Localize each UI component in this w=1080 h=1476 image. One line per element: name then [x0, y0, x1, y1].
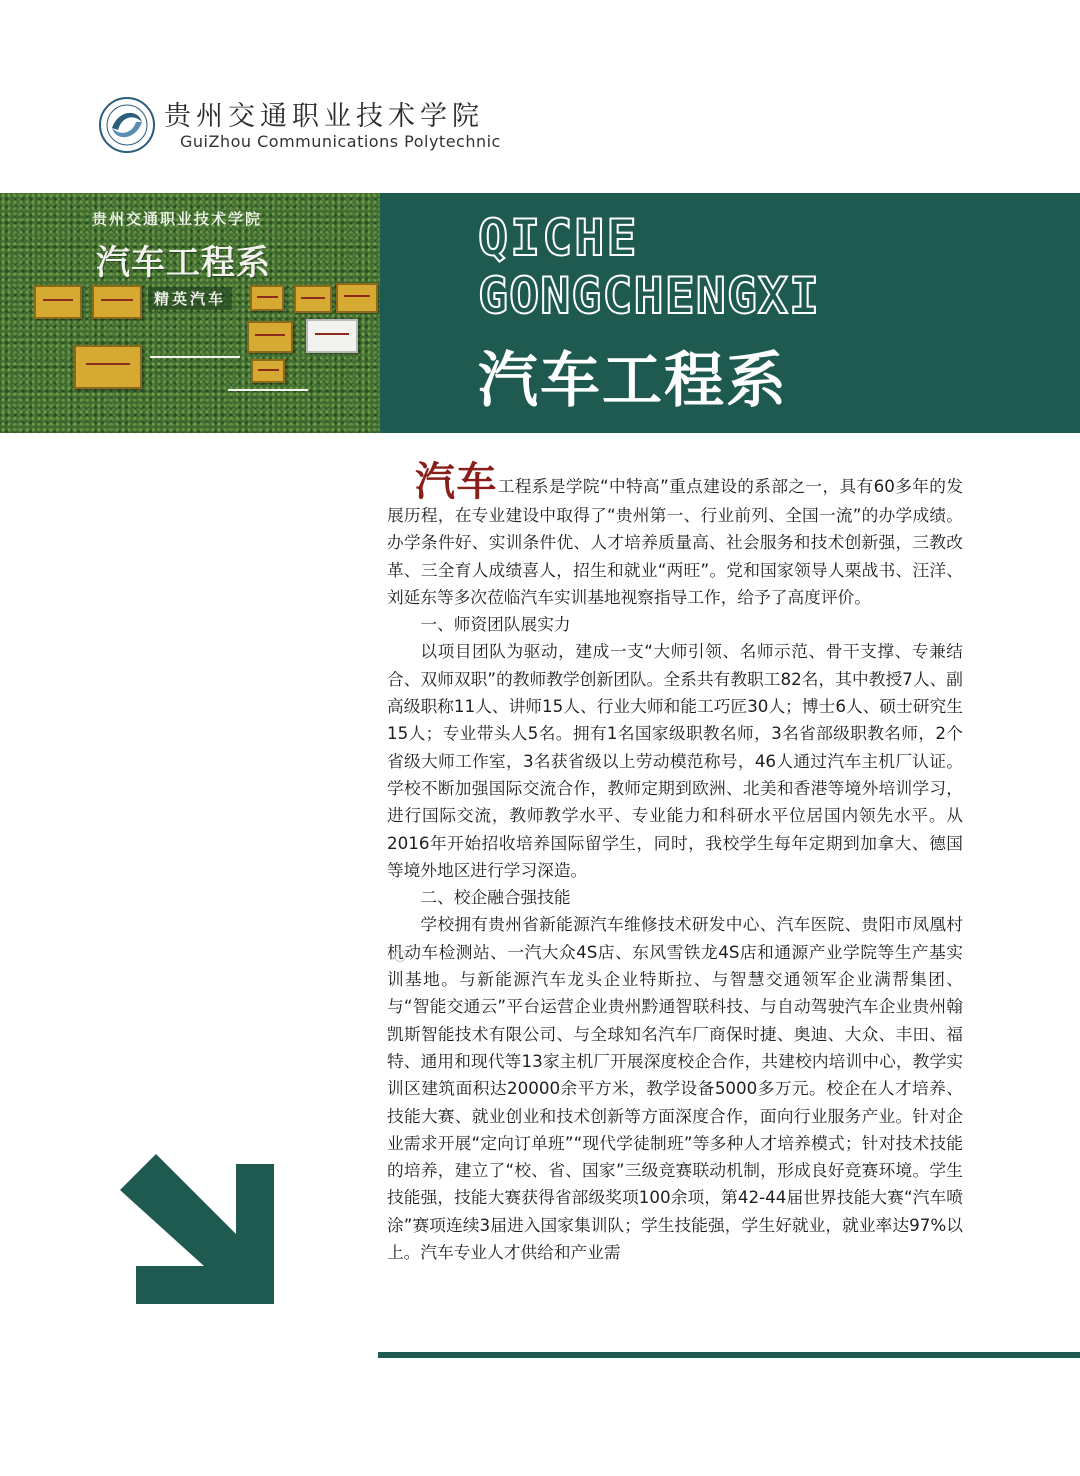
circle-marker-icon: [394, 950, 406, 962]
display-shelf: [228, 389, 308, 391]
display-shelf: [150, 356, 240, 358]
award-plaque: [92, 285, 142, 319]
banner-title-panel: [380, 193, 1080, 433]
bottom-divider: [378, 1352, 1080, 1358]
arrow-down-right-icon: [108, 1142, 276, 1306]
award-plaque: [250, 285, 284, 311]
department-photo: [0, 193, 380, 433]
photo-dept-label: 汽车工程系: [96, 243, 271, 283]
school-logo: [98, 92, 518, 162]
department-title: 汽车工程系: [478, 346, 788, 416]
award-certificate: [306, 319, 358, 353]
school-emblem-icon: [98, 96, 156, 154]
pinyin-line-1: QICHE: [478, 209, 639, 267]
photo-school-label: 贵州交通职业技术学院: [92, 210, 263, 228]
award-plaque: [294, 285, 332, 313]
award-plaque: [336, 283, 378, 313]
award-plaque: [251, 359, 285, 383]
section-paragraph-2: 学校拥有贵州省新能源汽车维修技术研发中心、汽车医院、贵阳市凤凰村机动车检测站、一汽大众4S店、东风雪铁龙4S店和通源产业学院等生产基实训基地。与新能源汽车龙头企业特斯拉、与智慧交通领军企业满帮集团、与“智能交通云”平台运营企业贵州黔通智联科技、与自动驾驶汽车企业贵州翰凯斯智能技术有限公司、与全球知名汽车厂商保时捷、奥迪、大众、丰田、福特、通用和现代等13家主机厂开展深度校企合作，共建校内培训中心，教学实训区建筑面积达20000余平方米，教学设备5000多万元。校企在人才培养、技能大赛、就业创业和技术创新等方面深度合作，面向行业服务产业。针对企业需求开展“定向订单班”“现代学徒制班”等多种人才培养模式；针对技术技能的培养，建立了“校、省、国家”三级竞赛联动机制，形成良好竞赛环境。学生技能强，技能大赛获得省部级奖项100余项，第42-44届世界技能大赛“汽车喷涂”赛项连续3届进入国家集训队；学生技能强，学生好就业，就业率达97%以上。汽车专业人才供给和产业需: [387, 914, 963, 1263]
dropcap: 汽车: [415, 459, 498, 505]
article-body: [387, 459, 964, 1266]
pinyin-line-2: GONGCHENGXI: [478, 267, 821, 325]
intro-text: 工程系是学院“中特高”重点建设的系部之一，具有60多年的发展历程，在专业建设中取得了“贵州第一、行业前列、全国一流”的办学成绩。办学条件好、实训条件优、人才培养质量高、社会服务和技术创新强，三教改革、三全育人成绩喜人，招生和就业“两旺”。党和国家领导人栗战书、汪洋、刘延东等多次莅临汽车实训基地视察指导工作，给予了高度评价。: [387, 476, 964, 607]
section-heading-1: 一、师资团队展实力: [420, 614, 571, 635]
award-plaque: [34, 285, 82, 319]
school-name-cn: 贵州交通职业技术学院: [164, 101, 484, 132]
award-plaque: [74, 345, 142, 389]
department-banner: [0, 193, 1080, 433]
award-plaque: [247, 321, 293, 353]
photo-slogan: 精英汽车: [148, 287, 232, 310]
section-paragraph-1: 以项目团队为驱动，建成一支“大师引领、名师示范、骨干支撑、专兼结合、双师双职”的教师教学创新团队。全系共有教职工82名，其中教授7人、副高级职称11人、讲师15人、行业大师和能工巧匠30人；博士6人、硕士研究生15人；专业带头人5名。拥有1名国家级职教名师，3名省部级职教名师，2个省级大师工作室，3名获省级以上劳动模范称号，46人通过汽车主机厂认证。学校不断加强国际交流合作，教师定期到欧洲、北美和香港等境外培训学习，进行国际交流，教师教学水平、专业能力和科研水平位居国内领先水平。从2016年开始招收培养国际留学生，同时，我校学生每年定期到加拿大、德国等境外地区进行学习深造。: [387, 641, 963, 880]
section-heading-2: 二、校企融合强技能: [420, 887, 571, 908]
school-name-en: GuiZhou Communications Polytechnic: [180, 132, 501, 151]
intro-paragraph: [387, 459, 964, 611]
